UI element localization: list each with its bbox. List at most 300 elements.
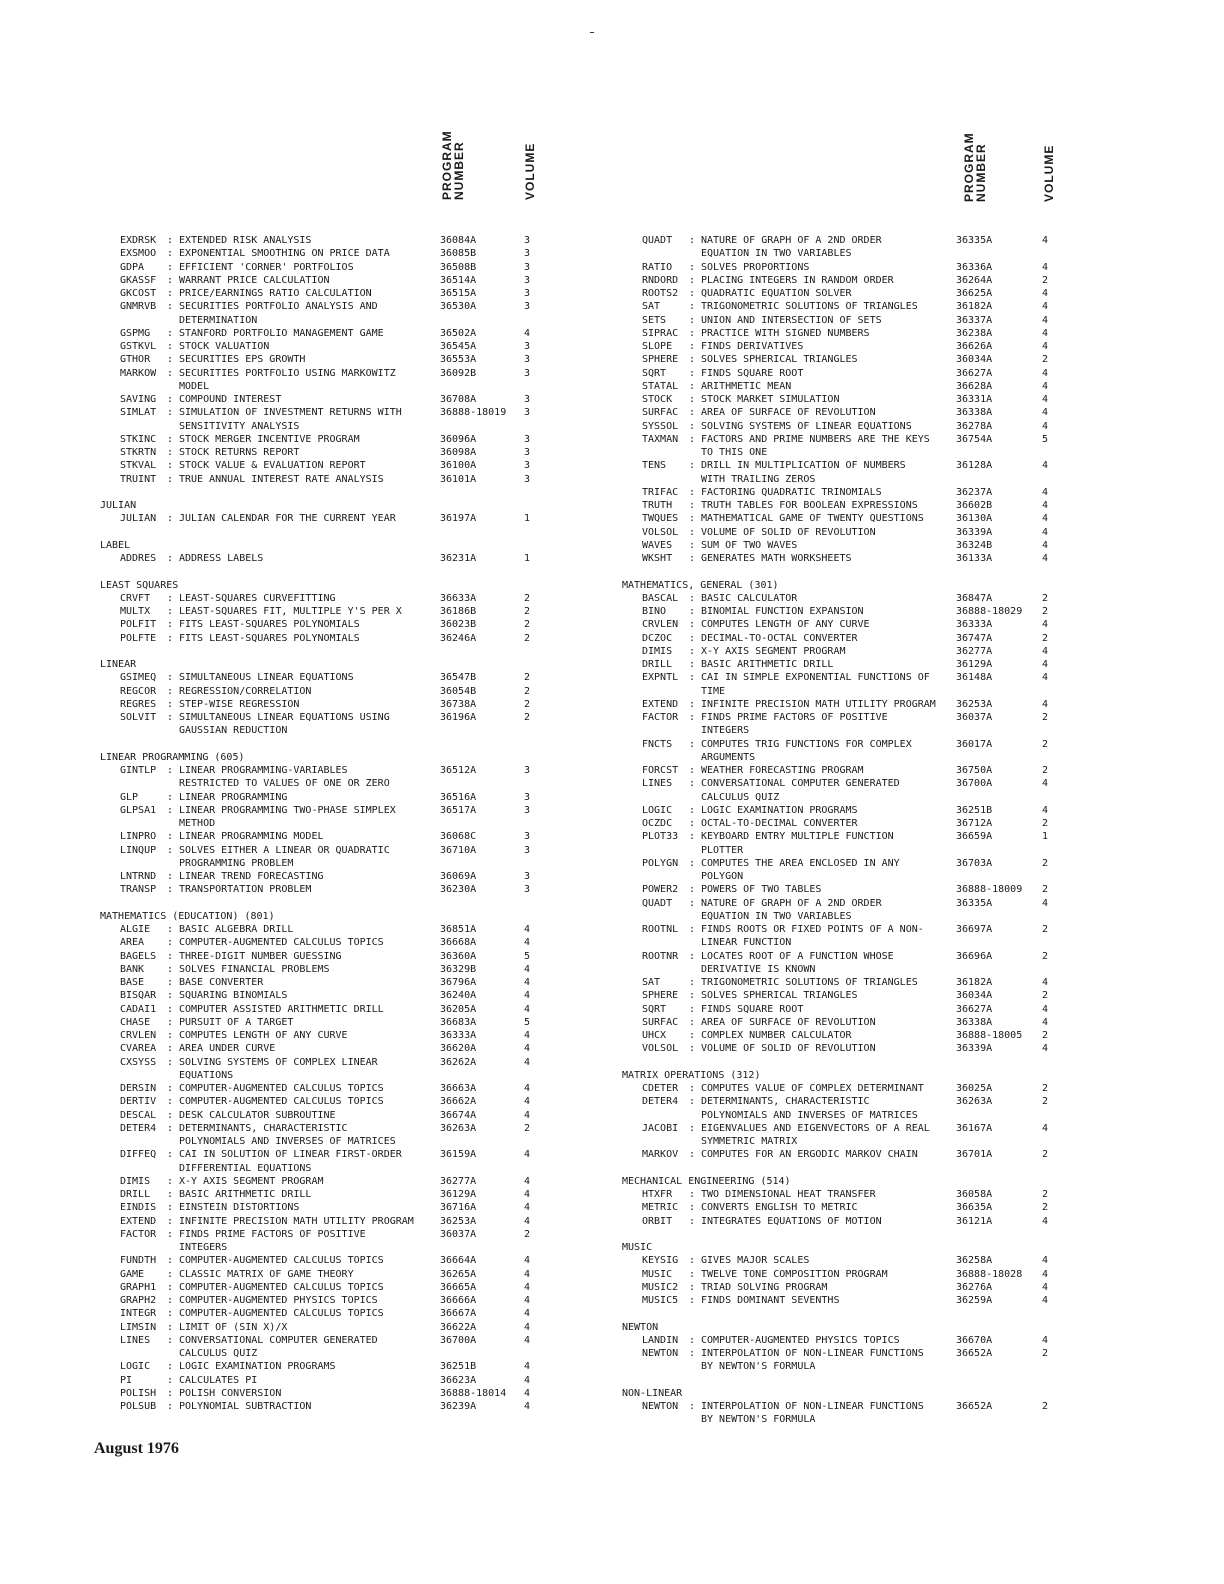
program-code: WKSHT — [642, 553, 673, 564]
program-description: BASE CONVERTER — [179, 977, 264, 988]
program-entry — [618, 817, 1058, 830]
program-entry — [618, 327, 1058, 340]
description-text: TIME — [701, 685, 726, 697]
volume-header-right — [1043, 145, 1055, 202]
separator-colon: : — [689, 354, 696, 366]
program-description: SOLVES SPHERICAL TRIANGLES — [701, 990, 858, 1002]
separator-colon: : — [167, 1374, 174, 1386]
program-description: ARITHMETIC MEAN — [701, 380, 792, 392]
program-number: 36337A — [956, 314, 993, 326]
program-code: DETER4 — [120, 1122, 157, 1134]
category-heading — [96, 910, 546, 923]
separator-colon: : — [689, 1255, 696, 1267]
program-code: DIFFEQ — [120, 1149, 157, 1161]
volume-number: 2 — [1042, 632, 1049, 644]
volume-number: 3 — [524, 884, 531, 896]
spacer — [618, 565, 1058, 578]
program-entry — [96, 1334, 546, 1347]
volume-number: 2 — [524, 592, 531, 604]
separator-colon: : — [689, 592, 696, 604]
program-entry — [96, 393, 546, 406]
program-code: NEWTON — [642, 1348, 679, 1359]
description-text: SENSITIVITY ANALYSIS — [179, 420, 300, 432]
separator-colon: : — [167, 1268, 174, 1280]
program-description: NATURE OF GRAPH OF A 2ND ORDER — [701, 897, 882, 909]
program-code: DRILL — [642, 659, 673, 670]
program-description: EIGENVALUES AND EIGENVECTORS OF A REAL — [701, 1122, 930, 1134]
program-code: BAGELS — [120, 950, 157, 962]
program-code: GKCOST — [120, 288, 157, 299]
program-entry — [96, 1215, 546, 1228]
program-code: POLYGN — [642, 857, 679, 869]
program-entry — [96, 1321, 546, 1334]
volume-number: 4 — [1042, 645, 1049, 657]
volume-number: 2 — [524, 712, 531, 723]
program-description: INFINITE PRECISION MATH UTILITY PROGRAM — [701, 698, 936, 710]
program-entry — [618, 1400, 1058, 1413]
program-code: QUADT — [642, 235, 673, 246]
separator-colon: : — [689, 619, 696, 631]
volume-number: 4 — [524, 1149, 531, 1161]
separator-colon: : — [167, 261, 174, 273]
description-continuation — [618, 446, 1058, 459]
program-number: 36652A — [956, 1401, 993, 1412]
program-code: GLP — [120, 791, 139, 803]
program-description: FINDS DERIVATIVES — [701, 341, 804, 352]
separator-colon: : — [689, 1003, 696, 1015]
program-number: 36196A — [440, 712, 477, 723]
program-code: ROOTNL — [642, 924, 679, 935]
program-entry — [618, 671, 1058, 684]
separator-colon: : — [689, 884, 696, 896]
program-description: LOGIC EXAMINATION PROGRAMS — [179, 1361, 336, 1373]
category-heading — [96, 658, 546, 671]
volume-number: 4 — [1042, 778, 1049, 790]
program-code: SAVING — [120, 394, 157, 405]
description-continuation — [618, 791, 1058, 804]
description-text: SYMMETRIC MATRIX — [701, 1136, 798, 1147]
program-code: MUSIC2 — [642, 1281, 679, 1293]
program-description: CONVERTS ENGLISH TO METRIC — [701, 1202, 858, 1214]
volume-number: 4 — [1042, 327, 1049, 339]
program-number: 36335A — [956, 897, 993, 909]
program-code: POWER2 — [642, 884, 679, 896]
separator-colon: : — [167, 1255, 174, 1267]
program-entry — [618, 1254, 1058, 1267]
program-description: THREE-DIGIT NUMBER GUESSING — [179, 950, 342, 962]
volume-number: 4 — [1042, 407, 1049, 419]
separator-colon: : — [689, 645, 696, 657]
separator-colon: : — [689, 1348, 696, 1359]
separator-colon: : — [167, 553, 174, 564]
program-code: GLPSA1 — [120, 804, 157, 816]
program-code: AREA — [120, 937, 145, 949]
separator-colon: : — [689, 606, 696, 617]
program-code: UHCX — [642, 1030, 667, 1041]
volume-number: 2 — [1042, 1149, 1049, 1161]
program-number: 36712A — [956, 818, 993, 829]
volume-number: 3 — [524, 831, 531, 843]
program-description: VOLUME OF SOLID OF REVOLUTION — [701, 1043, 876, 1055]
volume-number: 2 — [1042, 592, 1049, 604]
program-code: SETS — [642, 314, 667, 326]
volume-number: 3 — [524, 473, 531, 485]
description-continuation — [96, 777, 546, 790]
program-entry — [96, 923, 546, 936]
program-number-header-left — [441, 130, 465, 200]
program-description: BASIC ARITHMETIC DRILL — [701, 659, 834, 670]
volume-number: 4 — [524, 1281, 531, 1293]
separator-colon: : — [167, 1228, 174, 1240]
program-entry — [96, 1281, 546, 1294]
program-entry — [618, 658, 1058, 671]
program-entry — [96, 367, 546, 380]
program-entry — [96, 1082, 546, 1095]
program-code: POLFTE — [120, 632, 157, 644]
program-number: 36635A — [956, 1202, 993, 1214]
program-code: FUNDTH — [120, 1255, 157, 1267]
separator-colon: : — [167, 685, 174, 697]
program-description: SOLVES FINANCIAL PROBLEMS — [179, 963, 330, 975]
program-entry — [96, 552, 546, 565]
description-text: DERIVATIVE IS KNOWN — [701, 963, 816, 975]
program-description: CAI IN SOLUTION OF LINEAR FIRST-ORDER — [179, 1149, 402, 1161]
program-description: STOCK MARKET SIMULATION — [701, 394, 840, 405]
program-description: AREA OF SURFACE OF REVOLUTION — [701, 1016, 876, 1028]
volume-number: 3 — [524, 367, 531, 379]
volume-number: 3 — [524, 460, 531, 472]
volume-number: 4 — [524, 1043, 531, 1055]
program-number: 36333A — [440, 1030, 477, 1041]
program-entry — [96, 883, 546, 896]
volume-number: 4 — [524, 1096, 531, 1108]
volume-number: 3 — [524, 433, 531, 445]
program-entry — [618, 1334, 1058, 1347]
program-description: COMPUTES FOR AN ERGODIC MARKOV CHAIN — [701, 1149, 918, 1161]
volume-number: 4 — [1042, 1295, 1049, 1306]
program-number: 36547B — [440, 672, 477, 684]
program-number: 36100A — [440, 460, 477, 472]
volume-number: 5 — [1042, 433, 1049, 445]
volume-number: 4 — [524, 1255, 531, 1267]
program-number: 36545A — [440, 341, 477, 352]
separator-colon: : — [689, 1122, 696, 1134]
program-number: 36253A — [440, 1215, 477, 1227]
program-number-header-right — [963, 132, 987, 202]
separator-colon: : — [167, 1149, 174, 1161]
program-code: VOLSOL — [642, 1043, 679, 1055]
program-description: X-Y AXIS SEGMENT PROGRAM — [701, 645, 846, 657]
separator-colon: : — [167, 367, 174, 379]
program-code: STOCK — [642, 394, 673, 405]
program-description: TRIGONOMETRIC SOLUTIONS OF TRIANGLES — [701, 977, 918, 988]
program-code: NEWTON — [642, 1401, 679, 1412]
category-heading — [96, 751, 546, 764]
program-entry — [618, 738, 1058, 751]
category-label: NEWTON — [622, 1321, 659, 1333]
volume-number: 2 — [1042, 1348, 1049, 1359]
program-number: 36331A — [956, 394, 993, 405]
volume-number: 3 — [524, 871, 531, 882]
description-text: POLYGON — [701, 871, 744, 882]
program-entry — [96, 618, 546, 631]
program-number: 36708A — [440, 394, 477, 405]
program-code: CADAI1 — [120, 1003, 157, 1015]
separator-colon: : — [167, 1321, 174, 1333]
volume-number: 4 — [1042, 1122, 1049, 1134]
volume-number: 4 — [1042, 420, 1049, 432]
program-number: 36664A — [440, 1255, 477, 1267]
program-number: 36516A — [440, 791, 477, 803]
volume-number: 3 — [524, 765, 531, 776]
program-code: WAVES — [642, 539, 673, 551]
description-text: EQUATION IN TWO VARIABLES — [701, 248, 852, 260]
program-code: DETER4 — [642, 1096, 679, 1108]
volume-number: 4 — [1042, 235, 1049, 246]
program-number: 36025A — [956, 1083, 993, 1094]
program-number: 36502A — [440, 327, 477, 339]
program-number: 36037A — [956, 712, 993, 723]
program-entry — [96, 1188, 546, 1201]
volume-number: 1 — [1042, 831, 1049, 843]
category-heading — [96, 499, 546, 512]
volume-number: 4 — [1042, 341, 1049, 352]
volume-number: 5 — [524, 950, 531, 962]
spacer — [96, 738, 546, 751]
program-entry — [618, 367, 1058, 380]
description-text: RESTRICTED TO VALUES OF ONE OR ZERO — [179, 778, 390, 790]
program-description: INTERPOLATION OF NON-LINEAR FUNCTIONS — [701, 1401, 924, 1412]
program-code: LOGIC — [642, 804, 673, 816]
category-heading — [618, 1241, 1058, 1254]
program-entry — [96, 711, 546, 724]
program-description: CALCULATES PI — [179, 1374, 258, 1386]
program-number: 36754A — [956, 433, 993, 445]
program-code: QUADT — [642, 897, 673, 909]
description-continuation — [618, 844, 1058, 857]
volume-number: 3 — [524, 407, 531, 419]
program-description: COMPUTES VALUE OF COMPLEX DETERMINANT — [701, 1083, 924, 1094]
separator-colon: : — [167, 963, 174, 975]
program-number: 36888-18014 — [440, 1387, 507, 1399]
separator-colon: : — [167, 1189, 174, 1200]
program-entry — [618, 1095, 1058, 1108]
program-number: 36515A — [440, 288, 477, 299]
program-description: COMPUTER-AUGMENTED CALCULUS TOPICS — [179, 937, 384, 949]
program-description: SIMULATION OF INVESTMENT RETURNS WITH — [179, 407, 402, 419]
volume-number: 4 — [1042, 1043, 1049, 1055]
program-description: REGRESSION/CORRELATION — [179, 685, 312, 697]
category-heading — [618, 1069, 1058, 1082]
separator-colon: : — [689, 1189, 696, 1200]
volume-number: 4 — [1042, 619, 1049, 631]
program-description: KEYBOARD ENTRY MULTIPLE FUNCTION — [701, 831, 894, 843]
program-code: TRUTH — [642, 500, 673, 511]
program-description: DESK CALCULATOR SUBROUTINE — [179, 1109, 336, 1121]
program-code: SIMLAT — [120, 407, 157, 419]
program-number: 36239A — [440, 1401, 477, 1412]
volume-number: 4 — [524, 1215, 531, 1227]
separator-colon: : — [167, 977, 174, 988]
description-text: DETERMINATION — [179, 314, 258, 326]
program-description: SECURITIES PORTFOLIO ANALYSIS AND — [179, 301, 378, 313]
separator-colon: : — [167, 831, 174, 843]
program-description: COMPUTER-AUGMENTED PHYSICS TOPICS — [701, 1334, 900, 1346]
volume-number: 1 — [524, 553, 531, 564]
separator-colon: : — [689, 513, 696, 525]
program-code: GAME — [120, 1268, 145, 1280]
separator-colon: : — [689, 367, 696, 379]
page-footer-date: August 1976 — [94, 1440, 179, 1457]
description-continuation — [96, 1241, 546, 1254]
program-entry — [96, 340, 546, 353]
volume-number: 2 — [1042, 1030, 1049, 1041]
program-code: CVAREA — [120, 1043, 157, 1055]
separator-colon: : — [689, 1096, 696, 1108]
program-entry — [618, 1016, 1058, 1029]
program-number: 36710A — [440, 844, 477, 856]
volume-number: 4 — [524, 1083, 531, 1094]
program-code: HTXFR — [642, 1189, 673, 1200]
volume-number: 2 — [524, 1228, 531, 1240]
program-entry — [618, 857, 1058, 870]
program-description: FINDS ROOTS OR FIXED POINTS OF A NON- — [701, 924, 924, 935]
volume-number: 2 — [1042, 924, 1049, 935]
program-code: SQRT — [642, 1003, 667, 1015]
program-description: AREA UNDER CURVE — [179, 1043, 276, 1055]
separator-colon: : — [689, 380, 696, 392]
program-description: SOLVING SYSTEMS OF LINEAR EQUATIONS — [701, 420, 912, 432]
program-entry — [618, 340, 1058, 353]
program-code: DIMIS — [642, 645, 673, 657]
program-entry — [618, 618, 1058, 631]
description-continuation — [618, 1135, 1058, 1148]
program-entry — [96, 1360, 546, 1373]
program-description: ADDRESS LABELS — [179, 553, 264, 564]
spacer — [618, 1162, 1058, 1175]
volume-number: 4 — [1042, 1268, 1049, 1280]
separator-colon: : — [167, 950, 174, 962]
separator-colon: : — [689, 818, 696, 829]
program-number: 36128A — [956, 460, 993, 472]
program-description: COMPUTER-AUGMENTED CALCULUS TOPICS — [179, 1096, 384, 1108]
volume-number: 4 — [524, 1361, 531, 1373]
program-code: INTEGR — [120, 1308, 157, 1320]
program-number: 36068C — [440, 831, 477, 843]
category-label: NON-LINEAR — [622, 1387, 683, 1399]
program-number: 36277A — [440, 1175, 477, 1187]
program-number: 36716A — [440, 1202, 477, 1214]
volume-number: 4 — [1042, 314, 1049, 326]
program-entry — [618, 1148, 1058, 1161]
program-number: 36633A — [440, 592, 477, 604]
program-entry — [618, 950, 1058, 963]
program-number: 36069A — [440, 871, 477, 882]
program-description: SECURITIES EPS GROWTH — [179, 354, 306, 366]
program-code: STATAL — [642, 380, 679, 392]
program-description: POWERS OF TWO TABLES — [701, 884, 822, 896]
program-number: 36668A — [440, 937, 477, 949]
program-entry — [618, 261, 1058, 274]
separator-colon: : — [689, 553, 696, 564]
separator-colon: : — [167, 1175, 174, 1187]
volume-number: 3 — [524, 261, 531, 273]
description-continuation — [618, 870, 1058, 883]
separator-colon: : — [689, 274, 696, 286]
program-number: 36329B — [440, 963, 477, 975]
description-continuation — [96, 1069, 546, 1082]
program-number: 36276A — [956, 1281, 993, 1293]
volume-number: 4 — [1042, 659, 1049, 670]
volume-number: 4 — [1042, 539, 1049, 551]
program-entry — [618, 1281, 1058, 1294]
volume-number: 4 — [1042, 1003, 1049, 1015]
separator-colon: : — [167, 235, 174, 246]
program-description: CLASSIC MATRIX OF GAME THEORY — [179, 1268, 354, 1280]
separator-colon: : — [167, 1056, 174, 1068]
program-number: 36627A — [956, 1003, 993, 1015]
category-label: MATHEMATICS, GENERAL (301) — [622, 579, 779, 591]
program-code: CXSYSS — [120, 1056, 157, 1068]
separator-colon: : — [167, 1334, 174, 1346]
volume-number: 2 — [1042, 1189, 1049, 1200]
description-text: MODEL — [179, 380, 210, 392]
program-entry — [618, 380, 1058, 393]
description-text: ARGUMENTS — [701, 751, 756, 763]
description-continuation — [618, 1413, 1058, 1426]
program-entry — [618, 976, 1058, 989]
description-continuation — [96, 1162, 546, 1175]
program-code: BINO — [642, 606, 667, 617]
separator-colon: : — [689, 897, 696, 909]
program-number: 36659A — [956, 831, 993, 843]
program-number: 36262A — [440, 1056, 477, 1068]
separator-colon: : — [167, 1387, 174, 1399]
program-code: TRUINT — [120, 473, 157, 485]
program-code: CDETER — [642, 1083, 679, 1094]
separator-colon: : — [167, 1096, 174, 1108]
separator-colon: : — [167, 672, 174, 684]
volume-number: 2 — [1042, 884, 1049, 896]
separator-colon: : — [167, 924, 174, 935]
program-entry — [96, 1003, 546, 1016]
program-entry — [618, 406, 1058, 419]
description-continuation — [618, 247, 1058, 260]
program-number: 36263A — [956, 1096, 993, 1108]
program-entry — [618, 512, 1058, 525]
volume-number: 4 — [524, 1374, 531, 1386]
volume-number: 4 — [524, 990, 531, 1002]
separator-colon: : — [689, 235, 696, 246]
volume-number: 2 — [524, 685, 531, 697]
separator-colon: : — [167, 460, 174, 472]
separator-colon: : — [167, 394, 174, 405]
program-code: DERTIV — [120, 1096, 157, 1108]
description-continuation — [96, 380, 546, 393]
volume-number: 4 — [1042, 698, 1049, 710]
volume-number: 4 — [1042, 1281, 1049, 1293]
separator-colon: : — [689, 778, 696, 790]
separator-colon: : — [167, 1003, 174, 1015]
program-header-line2: NUMBER — [452, 141, 466, 200]
program-code: PI — [120, 1374, 133, 1386]
program-entry — [96, 433, 546, 446]
program-code: SOLVIT — [120, 712, 157, 723]
volume-number: 2 — [524, 1122, 531, 1134]
program-number: 36264A — [956, 274, 993, 286]
volume-number: 2 — [1042, 274, 1049, 286]
program-entry — [618, 1042, 1058, 1055]
